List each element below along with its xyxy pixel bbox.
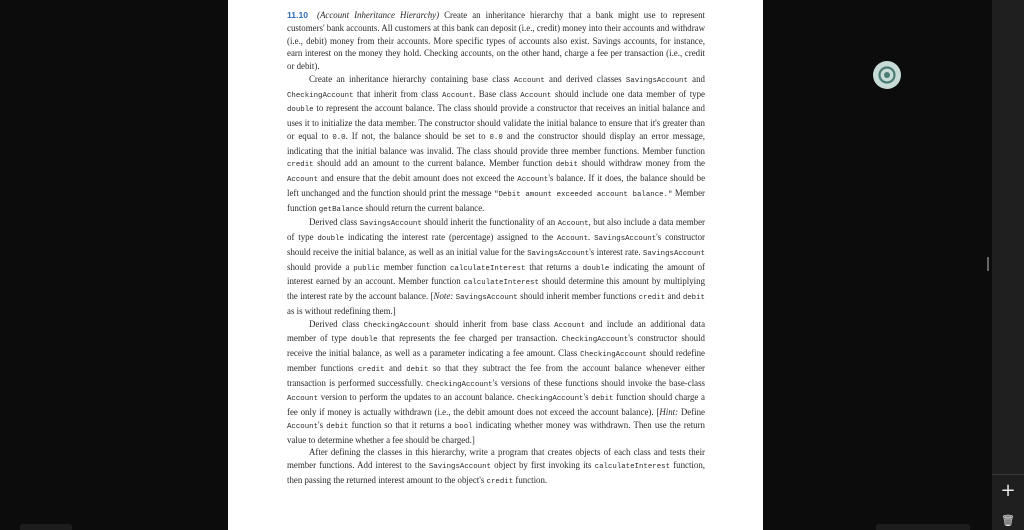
- code-term: Account: [287, 176, 319, 184]
- text-run: Derived class: [309, 217, 360, 228]
- code-term: 0.0: [489, 133, 503, 142]
- code-term: debit: [682, 294, 705, 302]
- code-term: SavingsAccount: [428, 463, 491, 471]
- code-term: Account: [513, 76, 545, 85]
- text-run: 's interest rate.: [589, 246, 643, 257]
- code-term: "Debit amount exceeded account balance.": [494, 190, 673, 199]
- code-term: 0.0: [332, 133, 346, 142]
- text-run: should return the current balance.: [363, 202, 485, 213]
- text-run: 's balance. If it does, the balance should be left unchanged and the function should print the message: [287, 173, 706, 198]
- text-run: and: [384, 362, 407, 373]
- document-page[interactable]: [228, 0, 763, 530]
- right-sidebar: [992, 0, 1024, 530]
- floating-action-button[interactable]: [873, 61, 901, 89]
- scrollbar-thumb[interactable]: [987, 257, 989, 271]
- text-run: that inherit from class: [353, 88, 443, 99]
- code-term: CheckingAccount: [363, 321, 431, 330]
- text-run: 's constructor should receive the initial balance, as well as an initial value for the: [287, 232, 705, 257]
- code-term: calculateInterest: [450, 264, 526, 273]
- page-text: [287, 9, 705, 489]
- sidebar-divider: [992, 474, 1024, 475]
- text-run: should provide a: [287, 261, 354, 272]
- code-term: double: [317, 235, 344, 243]
- text-run: Member function: [287, 187, 706, 213]
- paragraph-1-text: Create an inheritance hierarchy that a bank might use to represent customers' bank accounts. All customers at this bank can deposit (i.e., credit) money into their accounts and withdraw (i.e., debit) money from their accounts. More specific types of accounts also exist. Savings accounts, for instance, earn interest on the money they hold. Checking accounts, on the other hand, charge a fee per transaction (i.e., credit or debit).: [287, 10, 705, 71]
- text-run: .: [588, 232, 595, 242]
- code-term: credit: [357, 365, 385, 374]
- text-run: that returns a: [525, 261, 583, 272]
- code-term: Account: [520, 91, 552, 100]
- code-term: CheckingAccount: [287, 91, 354, 100]
- code-term: Account: [556, 235, 589, 243]
- delete-button[interactable]: [992, 510, 1024, 530]
- code-term: Account: [442, 91, 474, 100]
- exercise-title: (Account Inheritance Hierarchy): [317, 10, 440, 20]
- text-run: function, then passing the returned interest amount to the object's: [287, 460, 705, 485]
- text-run: indicating the interest rate (percentage) assigned to the: [343, 232, 557, 242]
- code-term: debit: [555, 161, 578, 170]
- code-term: bool: [454, 422, 473, 431]
- exercise-number: 11.10: [287, 10, 309, 20]
- text-run: Define: [678, 407, 705, 417]
- text-run: function.: [513, 474, 548, 485]
- text-run: should add an amount to the current balance. Member function: [313, 158, 556, 169]
- text-run: version to perform the updates to an account balance.: [318, 392, 517, 403]
- text-run: and: [687, 73, 705, 84]
- text-run: function should charge a fee only if money is actually withdrawn (i.e., the debit amount does not exceed the account balance). [: [287, 392, 705, 417]
- text-run: and: [665, 291, 683, 301]
- text-run: should redefine member functions: [287, 348, 705, 373]
- text-run: After defining the classes in this hierarchy, write a program that creates objects of each class and tests their member functions. Add interest to the: [287, 447, 705, 470]
- code-term: debit: [326, 422, 349, 431]
- text-run: and ensure that the debit amount does not exceed the: [318, 173, 518, 183]
- code-term: SavingsAccount: [455, 294, 518, 302]
- code-term: double: [351, 336, 378, 345]
- text-run: function so that it returns a: [348, 419, 455, 430]
- code-term: Account: [517, 176, 549, 184]
- code-term: getBalance: [318, 205, 364, 214]
- text-run: to represent the account balance. The class should provide a constructor that receives an initial balance and uses it to initialize the data member. The constructor should validate the initial balance to ensure that it's greater than or equal to: [287, 103, 705, 141]
- text-run: and the constructor should display an error message, indicating that the initial balance was invalid. The class should provide three member functions. Member function: [287, 130, 706, 156]
- text-run: Derived class: [309, 318, 364, 329]
- text-run: . If not, the balance should be set to: [345, 130, 490, 141]
- text-run: should determine this amount by multiplying the interest rate by the account balance. [: [287, 276, 706, 301]
- code-term: CheckingAccount: [426, 380, 493, 389]
- text-run: 's constructor should receive the initial balance, as well as a parameter indicating a fee amount. Class: [287, 333, 705, 358]
- italic-note: Note:: [433, 291, 454, 301]
- bottom-scrollbar-right[interactable]: [876, 524, 970, 530]
- code-term: SavingsAccount: [625, 76, 688, 85]
- code-term: double: [582, 264, 610, 273]
- text-run: should include one data member of type: [551, 88, 705, 99]
- text-run: Create an inheritance hierarchy containing base class: [309, 73, 514, 84]
- text-run: object by first invoking its: [490, 460, 595, 470]
- text-run: and include an additional data member of type: [287, 318, 706, 344]
- text-run: should inherit member functions: [517, 291, 639, 301]
- target-circle-icon: [877, 65, 897, 85]
- code-term: SavingsAccount: [359, 220, 422, 229]
- code-term: credit: [287, 161, 314, 170]
- text-run: 's versions of these functions should invoke the base-class: [492, 377, 706, 388]
- trash-icon: 🗑: [1001, 513, 1015, 527]
- code-term: SavingsAccount: [594, 235, 657, 243]
- text-run: member function: [379, 261, 451, 272]
- code-term: credit: [486, 477, 514, 486]
- bottom-scrollbar-left[interactable]: [20, 524, 72, 530]
- code-term: Account: [287, 422, 319, 431]
- text-run: should inherit from base class: [430, 318, 555, 329]
- code-term: Account: [557, 220, 589, 229]
- text-run: should inherit the functionality of an: [421, 217, 558, 228]
- code-term: CheckingAccount: [580, 351, 647, 359]
- text-run: . Base class: [473, 88, 521, 99]
- italic-note: Hint:: [659, 407, 679, 417]
- add-button[interactable]: [992, 478, 1024, 502]
- code-term: debit: [406, 365, 429, 374]
- code-term: CheckingAccount: [561, 336, 629, 345]
- code-term: debit: [591, 395, 614, 404]
- text-run: indicating the amount of interest earned by an account. Member function: [287, 261, 705, 287]
- text-run: and derived classes: [544, 73, 626, 84]
- text-run: , but also include a data member of type: [287, 217, 705, 242]
- code-term: double: [287, 106, 314, 115]
- text-run: that represents the fee charged per transaction.: [377, 333, 562, 344]
- code-term: Account: [554, 321, 586, 330]
- paragraph-1: [287, 9, 705, 73]
- code-term: credit: [638, 294, 666, 302]
- code-term: calculateInterest: [594, 463, 671, 471]
- text-run: 's: [318, 419, 327, 430]
- code-term: calculateInterest: [463, 279, 539, 288]
- code-term: SavingsAccount: [642, 249, 705, 258]
- paragraph-4: [287, 318, 705, 447]
- plus-icon: +: [1000, 479, 1016, 501]
- text-run: so that they subtract the fee from the account balance whenever either transaction is performed successfully.: [287, 362, 706, 388]
- code-term: Account: [287, 395, 319, 404]
- paragraph-5: [287, 446, 705, 488]
- paragraph-2: [287, 73, 705, 217]
- code-term: CheckingAccount: [516, 395, 584, 404]
- text-run: indicating whether money was withdrawn. Then use the return value to determine whether a fee should be charged.]: [287, 419, 705, 445]
- text-run: 's: [583, 392, 592, 403]
- code-term: SavingsAccount: [527, 249, 590, 258]
- code-term: public: [353, 264, 380, 273]
- text-run: as is without redefining them.]: [287, 305, 396, 316]
- text-run: should withdraw money from the: [577, 158, 705, 169]
- paragraph-3: [287, 216, 705, 317]
